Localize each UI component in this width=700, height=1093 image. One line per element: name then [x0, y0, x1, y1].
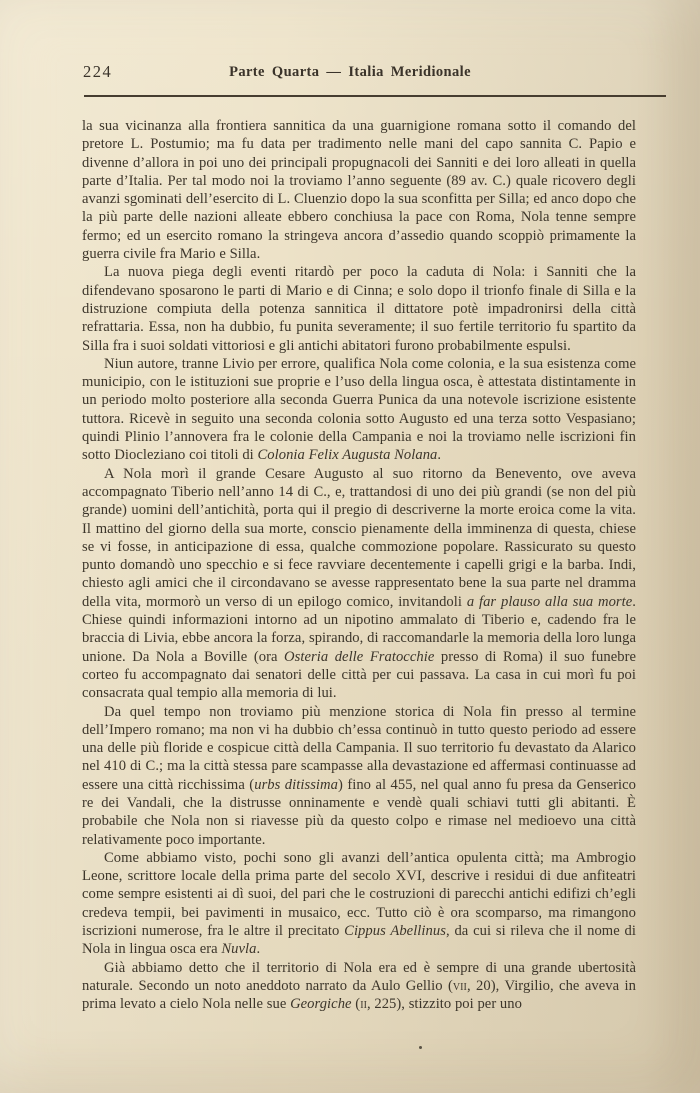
running-title: Parte Quarta — Italia Meridionale	[229, 64, 471, 80]
italic-text: urbs ditissima	[254, 776, 338, 793]
body-text: Niun autore, tranne Livio per errore, qualifica Nola come colonia, e la sua esistenza come municipio, con le istituzioni sue proprie e l’uso della lingua osca, è attestata distintamente in un periodo molto posteriore alla seconda Guerra Punica da una notevole iscrizione esistente tuttora. Ricevè in seguito una seconda colonia sotto Augusto ed una terza sotto Vespasiano; quindi Plinio l’annovera fra le colonie della Campania e noi la troviamo nelle iscrizioni fin sotto Diocleziano coi titoli di	[82, 355, 636, 464]
body-text: , 20), Virgilio, che aveva in prima levato a cielo Nola nelle sue	[82, 977, 636, 1013]
body-text: La nuova piega degli eventi ritardò per poco la caduta di Nola: i Sanniti che la difendevano sposarono le parti di Mario e di Cinna; e solo dopo il trionfo finale di Silla e la distruzione compiuta della potenza sannitica il dittatore potè impadronirsi della città refrattaria. Essa, non ha dubbio, fu punita severamente; il suo fertile territorio fu spartito da Silla fra i suoi soldati vittoriosi e gli antichi abitatori furono probabilmente espulsi.	[82, 264, 636, 354]
body-text: .	[437, 447, 442, 464]
body-text: la sua vicinanza alla frontiera sannitica da una guarnigione romana sotto il comando del pretore L. Postumio; ma fu data per tradimento nelle mani del capo sannita C. Papio e divenne d’allora in poi uno dei principali propugnacoli dei Sanniti e dei loro alleati in quella parte d’Italia. Per tal modo noi la troviamo l’anno seguente (89 av. C.) quale ricovero degli avanzi sgominati dell’esercito di L. Cluenzio dopo la sua sconfitta per Silla; ed anco dopo che la più parte delle nazioni alleate ebbero conchiusa la pace con Roma, Nola tenne sempre fermo; ed un esercito romano la stringeva ancora d’assedio quando scoppiò primamente la guerra civile fra Mario e Silla.	[82, 118, 636, 263]
paragraph	[82, 263, 636, 354]
italic-text: Georgiche	[290, 996, 352, 1013]
smallcaps-text: ii	[360, 996, 367, 1013]
paragraph	[82, 465, 636, 703]
body-text: A Nola morì il grande Cesare Augusto al suo ritorno da Benevento, ove aveva accompagnato Tiberio nell’anno 14 di C., e, trattandosi di uno dei più grandi (se non del più grande) uomini dell’antichità, porta qui il pregio di descriverne la morte eroica come la vita. Il mattino del giorno della sua morte, conscio pienamente della imminenza di questa, chiese se vi fosse, in anticipazione di essa, qualche commozione popolare. Rassicurato su questo punto domandò uno specchio e si fece ravviare decentemente i capelli grigi e la barba. Indi, chiesto agli amici che il circondavano se avesse rappresentato bene la sua parte nel dramma della vita, mormorò un verso di un epilogo comico, invitandoli	[82, 465, 636, 610]
smallcaps-text: vii	[452, 977, 467, 994]
body-text: . Chiese quindi informazioni intorno ad un nipotino ammalato di Tiberio e, cadendo fra le braccia di Livia, ebbe ancora la forza, spirando, di raccomandarle la memoria della loro lunga unione. Da Nola a Boville (ora	[82, 593, 636, 665]
italic-text: Cippus Abellinus	[344, 923, 446, 940]
body-text: .	[256, 941, 261, 958]
italic-text: a far plauso alla sua morte	[466, 593, 633, 610]
body-text: (	[351, 996, 361, 1013]
body-text: , 225), stizzito poi per uno	[366, 996, 522, 1013]
paragraph	[82, 703, 636, 849]
body-text: presso di Roma) il suo funebre corteo fu accompagnato dai senatori delle città per cui passava. La casa in cui morì fu poi consacrata qual tempio alla memoria di lui.	[82, 648, 637, 702]
page-number: 224	[83, 62, 113, 81]
paragraph	[82, 117, 636, 263]
header-rule	[84, 95, 666, 97]
italic-text: Colonia Felix Augusta Nolana	[257, 447, 438, 464]
body-text: , da cui si rileva che il nome di Nola in lingua osca era	[82, 923, 636, 958]
text-block	[82, 117, 636, 1014]
paragraph	[82, 355, 636, 465]
body-text: Come abbiamo visto, pochi sono gli avanzi dell’antica opulenta città; ma Ambrogio Leone, scrittore locale della prima parte del secolo XVI, descrive i residui di due anfiteatri come sempre esistenti ai dì suoi, del pari che le costruzioni di parecchi antichi edifizi ch’egli credeva tempii, bei pavimenti in musaico, ecc. Tutto ciò è ora scomparso, ma rimangono iscrizioni numerose, fra le altre il precitato	[82, 849, 636, 940]
ink-speck	[419, 1046, 422, 1049]
paragraph	[82, 849, 636, 959]
paragraph	[82, 959, 636, 1014]
body-text: ) fino al 455, nel qual anno fu presa da Genserico re dei Vandali, che la distrusse onninamente e vendè quali schiavi tutti gli abitanti. È probabile che Nola non si riavesse più da questo colpo e rimase nel medioevo una città relativamente poco importante.	[82, 776, 636, 848]
body-text: Già abbiamo detto che il territorio di Nola era ed è sempre di una grande ubertosità naturale. Secondo un noto aneddoto narrato da Aulo Gellio (	[82, 959, 636, 994]
italic-text: Nuvla	[221, 941, 257, 958]
body-text: Da quel tempo non troviamo più menzione storica di Nola fin presso al termine dell’Impero romano; ma non vi ha dubbio ch’essa continuò in tutto questo periodo ad essere una delle più floride e cospicue città della Campania. Il suo territorio fu devastato da Alarico nel 410 di C.; ma la città stessa pare scampasse alla devastazione ed affermasi continuasse ad essere una città ricchissima (	[82, 703, 636, 793]
italic-text: Osteria delle Fratocchie	[284, 648, 435, 665]
